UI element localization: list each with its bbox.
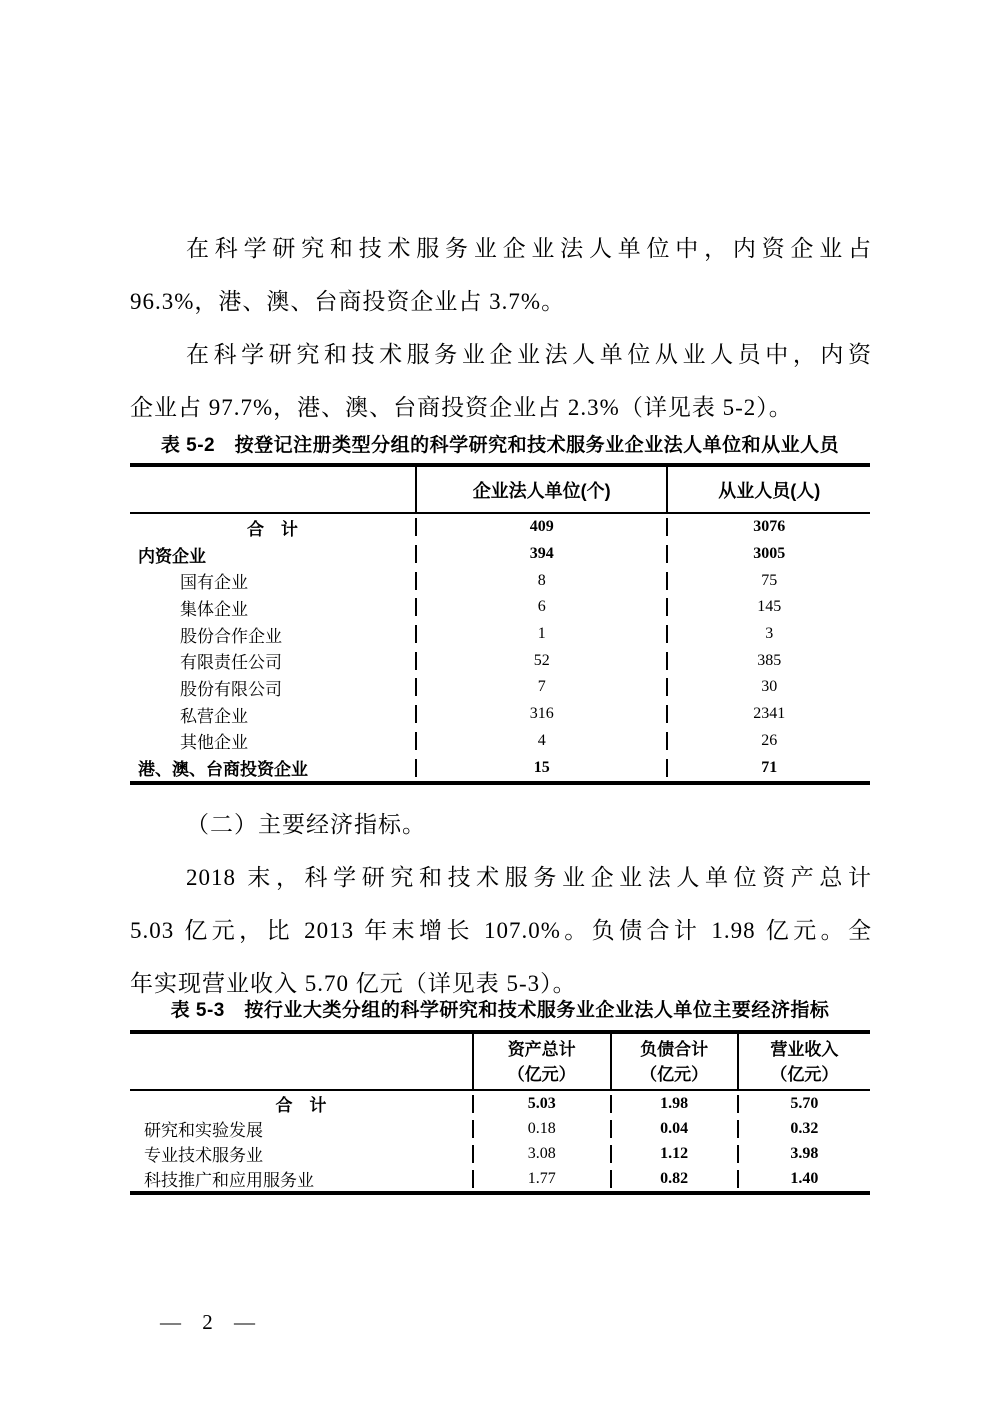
cell-units: 6 — [415, 598, 667, 616]
row-label: 专业技术服务业 — [144, 1146, 263, 1165]
cell-persons: 3005 — [666, 545, 870, 563]
cell-units: 4 — [415, 732, 667, 750]
header-line: 资产总计 — [507, 1039, 576, 1059]
table-53-caption: 表 5-3 按行业大类分组的科学研究和技术服务业企业法人单位主要经济指标 — [170, 1000, 830, 1021]
table-53-header-revenue — [737, 1034, 870, 1089]
cell-persons: 3076 — [666, 518, 870, 536]
table-52-header-empty — [130, 467, 415, 512]
heading-line: （二）主要经济指标。 — [186, 812, 426, 837]
cell-persons: 2341 — [666, 705, 870, 723]
cell-revenue: 5.70 — [737, 1095, 870, 1113]
header-line: 营业收入 — [770, 1039, 839, 1059]
row-label: 集体企业 — [180, 599, 248, 619]
page-number: — 2 — — [160, 1310, 263, 1334]
row-label: 内资企业 — [138, 546, 206, 566]
cell-persons: 30 — [666, 678, 870, 696]
body-line: 企业占 97.7%，港、澳、台商投资企业占 2.3%（详见表 5-2）。 — [130, 395, 793, 420]
cell-persons: 71 — [666, 759, 870, 777]
cell-assets: 3.08 — [472, 1145, 610, 1163]
table-row — [130, 1091, 870, 1116]
row-label: 股份合作企业 — [180, 626, 282, 646]
cell-liabilities: 0.82 — [610, 1170, 737, 1188]
row-label: 港、澳、台商投资企业 — [138, 760, 308, 780]
cell-persons: 26 — [666, 732, 870, 750]
body-line: 5.03 亿元，比 2013 年末增长 107.0%。负债合计 1.98 亿元。全 — [130, 918, 872, 943]
table-row — [130, 567, 870, 594]
cell-units: 394 — [415, 545, 667, 563]
row-label: 私营企业 — [180, 706, 248, 726]
cell-assets: 1.77 — [472, 1170, 610, 1188]
row-label: 合 计 — [246, 519, 298, 539]
cell-revenue: 3.98 — [737, 1145, 870, 1163]
cell-units: 8 — [415, 572, 667, 590]
table-row — [130, 1166, 870, 1191]
cell-liabilities: 1.12 — [610, 1145, 737, 1163]
header-line: （亿元） — [770, 1064, 839, 1084]
row-label: 研究和实验发展 — [144, 1121, 263, 1140]
cell-revenue: 0.32 — [737, 1120, 870, 1138]
cell-liabilities: 0.04 — [610, 1120, 737, 1138]
table-row — [130, 514, 870, 541]
table-row — [130, 541, 870, 568]
table-row — [130, 728, 870, 755]
cell-units: 409 — [415, 518, 667, 536]
header-line: 负债合计 — [640, 1039, 709, 1059]
table-53-header-liabilities — [610, 1034, 737, 1089]
cell-units: 52 — [415, 652, 667, 670]
cell-units: 7 — [415, 678, 667, 696]
row-label: 股份有限公司 — [180, 679, 282, 699]
body-line: 96.3%，港、澳、台商投资企业占 3.7%。 — [130, 289, 566, 314]
cell-liabilities: 1.98 — [610, 1095, 737, 1113]
table-53-header-empty — [130, 1034, 472, 1089]
cell-units: 316 — [415, 705, 667, 723]
table-52 — [130, 463, 870, 785]
table-row — [130, 754, 870, 781]
row-label: 科技推广和应用服务业 — [144, 1171, 314, 1190]
table-53-header-assets — [472, 1034, 610, 1089]
cell-assets: 5.03 — [472, 1095, 610, 1113]
table-row — [130, 701, 870, 728]
cell-persons: 3 — [666, 625, 870, 643]
row-label: 其他企业 — [180, 733, 248, 753]
table-53 — [130, 1030, 870, 1195]
table-row — [130, 1141, 870, 1166]
row-label: 有限责任公司 — [180, 653, 282, 673]
row-label: 合 计 — [275, 1096, 327, 1115]
header-line: （亿元） — [507, 1064, 576, 1084]
table-53-header-row — [130, 1034, 870, 1091]
table-row — [130, 621, 870, 648]
cell-persons: 145 — [666, 598, 870, 616]
cell-assets: 0.18 — [472, 1120, 610, 1138]
section-heading — [130, 798, 872, 851]
table-row — [130, 1116, 870, 1141]
body-line: 在科学研究和技术服务业企业法人单位从业人员中，内资 — [186, 342, 872, 367]
cell-persons: 75 — [666, 572, 870, 590]
paragraph-block-2 — [130, 851, 872, 1010]
cell-units: 15 — [415, 759, 667, 777]
body-line: 在科学研究和技术服务业企业法人单位中，内资企业占 — [186, 236, 872, 261]
table-row — [130, 647, 870, 674]
table-52-caption: 表 5-2 按登记注册类型分组的科学研究和技术服务业企业法人单位和从业人员 — [160, 435, 840, 456]
header-line: （亿元） — [640, 1064, 709, 1084]
table-52-header-units: 企业法人单位(个) — [415, 467, 667, 512]
table-row — [130, 674, 870, 701]
table-52-header-persons: 从业人员(人) — [666, 467, 870, 512]
row-label: 国有企业 — [180, 573, 248, 593]
body-line: 2018 末，科学研究和技术服务业企业法人单位资产总计 — [186, 865, 872, 890]
table-row — [130, 594, 870, 621]
cell-units: 1 — [415, 625, 667, 643]
cell-revenue: 1.40 — [737, 1170, 870, 1188]
paragraph-block-1 — [130, 222, 872, 434]
table-52-header-row — [130, 467, 870, 514]
body-line: 年实现营业收入 5.70 亿元（详见表 5-3）。 — [130, 971, 577, 996]
cell-persons: 385 — [666, 652, 870, 670]
